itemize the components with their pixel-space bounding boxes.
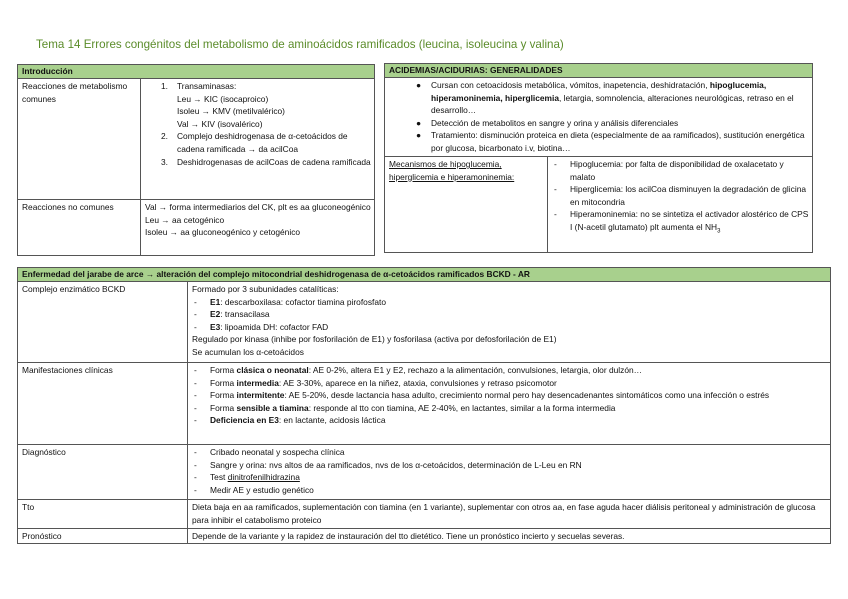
- mechanisms-list: [552, 158, 809, 237]
- list-item: 1. Transaminasas: Leu → KIC (isocaproico) Isoleu → KMV (metilvalérico) Val → KIV (isovalérico): [161, 81, 285, 129]
- list-item: - Sangre y orina: nvs altos de aa ramificados, nvs de los α-cetoácidos, determinación de L-Leu en RN: [194, 459, 582, 470]
- prognosis-cell: Depende de la variante y la rapidez de instauración del tto dietético. Tiene un pronóstico incierto y secuelas severas.: [188, 529, 831, 544]
- list-item: - E1: descarboxilasa: cofactor tiamina pirofosfato: [194, 296, 386, 307]
- list-item: 3. Deshidrogenasas de acilCoas de cadena ramificada: [161, 156, 371, 167]
- list-item: - Test dinitrofenilhidrazina: [194, 472, 300, 483]
- clinical-list: [192, 364, 827, 427]
- mechanisms-cell: [548, 157, 813, 253]
- row-label-prognosis: Pronóstico: [18, 529, 188, 544]
- list-item: ● Tratamiento: disminución proteica en dieta (especialmente de aa ramificados), sustitución energética por glucosa, bicarbonato i.v, biotina…: [416, 130, 805, 154]
- treatment-cell: Dieta baja en aa ramificados, suplementación con tiamina (en 1 variante), suplementar con otros aa, en fase aguda hacer diálisis peritoneal y administración de glucosa para inhibir el catabolismo proteico: [188, 500, 831, 529]
- row-label-diagnosis: Diagnóstico: [18, 445, 188, 500]
- row-label-clinical: Manifestaciones clínicas: [18, 363, 188, 445]
- acidemias-general-cell: [385, 78, 813, 157]
- page-title: Tema 14 Errores congénitos del metabolismo de aminoácidos ramificados (leucina, isoleucina y valina): [36, 38, 564, 51]
- common-reactions-list: [145, 80, 371, 168]
- list-item: - E3: lipoamida DH: cofactor FAD: [194, 321, 329, 332]
- list-item: - Hiperamoninemia: no se sintetiza el activador alostérico de CPS I (N-acetil glutamato) plt aumenta el $NH_3$: [554, 209, 809, 235]
- acidemias-bullets: [389, 79, 809, 155]
- msud-table: [17, 267, 831, 544]
- row-label-uncommon: Reacciones no comunes: [18, 200, 141, 256]
- acidemias-header: ACIDEMIAS/ACIDURIAS: GENERALIDADES: [385, 64, 813, 78]
- common-reactions-cell: [141, 79, 375, 200]
- acidemias-table: [384, 63, 813, 253]
- subunits-list: [192, 296, 827, 334]
- list-item: ● Cursan con cetoacidosis metabólica, vómitos, inapetencia, deshidratación, hipoglucemia, hiperamoninemia, hiperglicemia, letargia, somnolencia, alteraciones neurológicas, retraso en el desarrollo…: [416, 80, 794, 116]
- diagnosis-list: [192, 446, 827, 496]
- list-item: - Forma clásica o neonatal: AE 0-2%, altera E1 y E2, rechazo a la alimentación, convulsiones, letargia, olor dulzón…: [194, 365, 643, 375]
- list-item: - Hiperglicemia: los acilCoa disminuyen la degradación de glicina en mitocondria: [554, 184, 807, 207]
- msud-header: Enfermedad del jarabe de arce → alteración del complejo mitocondrial deshidrogenasa de α-cetoácidos ramificados BCKD - AR: [18, 268, 831, 282]
- list-item: - Deficiencia en E3: en lactante, acidosis láctica: [194, 415, 386, 426]
- list-item: - Medir AE y estudio genético: [194, 484, 314, 495]
- list-item: - Forma intermedia: AE 3-30%, aparece en la niñez, ataxia, convulsiones y retraso psicomotor: [194, 377, 557, 388]
- list-item: - Hipoglucemia: por falta de disponibilidad de oxalacetato y malato: [554, 159, 784, 182]
- intro-table: [17, 64, 375, 256]
- list-item: - Forma sensible a tiamina: responde al tto con tiamina, AE 2-40%, en lactantes, similar a la forma intermedia: [194, 402, 616, 413]
- intro-header: Introducción: [18, 65, 375, 79]
- list-item: 2. Complejo deshidrogenasa de α-cetoácidos de cadena ramificada → da acilCoa: [161, 131, 348, 155]
- list-item: - Forma intermitente: AE 5-20%, desde lactancia hasa adulto, crecimiento normal pero hay desencadenantes sintomáticos como una infección o estrés: [194, 390, 770, 401]
- list-item: - Cribado neonatal y sospecha clínica: [194, 447, 345, 457]
- complex-cell: Formado por 3 subunidades catalíticas: - E1: descarboxilasa: cofactor tiamina pirofosfato - E2: transacilasa - E3: lipoamida DH: cofactor FAD Regulado por kinasa (inhibe por fosforilación de E1) y fosforilasa (activa por defosforilación de E1) Se acumulan los α-cetoácidos: [188, 282, 831, 363]
- row-label-treatment: Tto: [18, 500, 188, 529]
- list-item: ● Detección de metabolitos en sangre y orina y análisis diferenciales: [416, 117, 679, 128]
- clinical-cell: [188, 363, 831, 445]
- mechanisms-label: Mecanismos de hipoglucemia, hiperglicemia e hiperamoninemia:: [385, 157, 548, 253]
- row-label-complex: Complejo enzimático BCKD: [18, 282, 188, 363]
- row-label-common: Reacciones de metabolismo comunes: [18, 79, 141, 200]
- uncommon-reactions-cell: Val → forma intermediarios del CK, plt es aa gluconeogénico Leu → aa cetogénico Isoleu → aa gluconeogénico y cetogénico: [141, 200, 375, 256]
- list-item: - E2: transacilasa: [194, 309, 270, 320]
- diagnosis-cell: [188, 445, 831, 500]
